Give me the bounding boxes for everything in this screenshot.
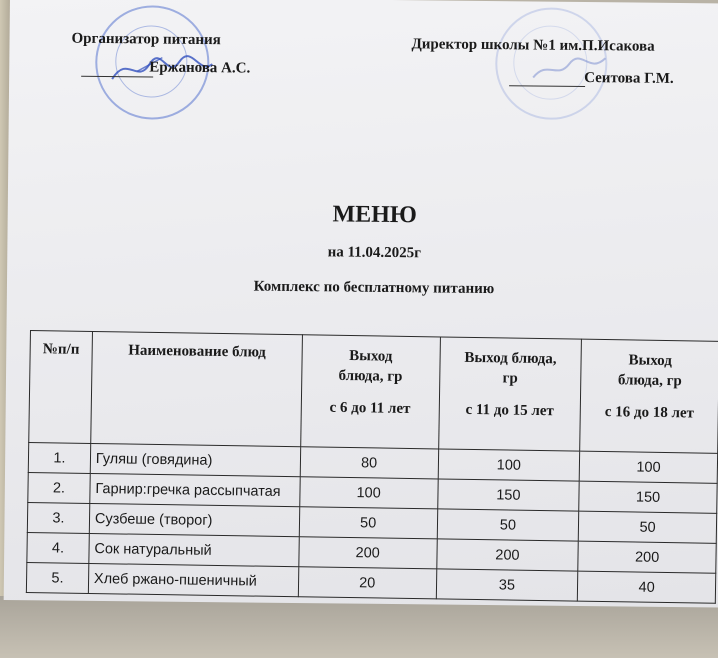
menu-date: на 11.04.2025г xyxy=(327,244,422,262)
column-header-dish: Наименование блюд xyxy=(91,331,303,446)
page-title: МЕНЮ xyxy=(332,201,418,229)
portion-16-18: 100 xyxy=(579,451,717,483)
dish-name: Гуляш (говядина) xyxy=(90,443,300,476)
portion-6-11: 50 xyxy=(299,507,437,539)
portion-11-15: 100 xyxy=(438,449,580,481)
column-header-age-6-11: Выход блюда, гр с 6 до 11 лет xyxy=(301,335,440,449)
director-name: Сеитова Г.М. xyxy=(584,70,674,87)
portion-16-18: 50 xyxy=(579,511,717,543)
portion-16-18: 200 xyxy=(578,541,716,573)
row-number: 2. xyxy=(28,472,90,503)
portion-11-15: 200 xyxy=(436,539,578,571)
portion-11-15: 150 xyxy=(437,479,579,511)
row-number: 5. xyxy=(26,562,88,593)
menu-table xyxy=(26,330,718,604)
director-title: Директор школы №1 им.П.Исакова xyxy=(411,36,655,55)
dish-name: Сузбеше (творог) xyxy=(89,503,299,536)
organizer-title: Организатор питания xyxy=(71,30,221,49)
organizer-name: Ержанова А.С. xyxy=(149,59,251,77)
row-number: 4. xyxy=(27,532,89,563)
portion-11-15: 35 xyxy=(436,569,578,601)
menu-subtitle: Комплекс по бесплатному питанию xyxy=(253,278,495,298)
portion-16-18: 40 xyxy=(578,571,716,603)
portion-6-11: 80 xyxy=(300,447,438,479)
portion-6-11: 200 xyxy=(299,537,437,569)
portion-11-15: 50 xyxy=(437,509,579,541)
portion-16-18: 150 xyxy=(579,481,717,513)
table-header-row xyxy=(29,331,718,454)
row-number: 1. xyxy=(28,442,90,473)
dish-name: Сок натуральный xyxy=(89,533,299,566)
portion-6-11: 100 xyxy=(300,477,438,509)
dish-name: Гарнир:гречка рассыпчатая xyxy=(90,473,300,506)
portion-6-11: 20 xyxy=(298,567,436,599)
column-header-number: №п/п xyxy=(29,331,93,444)
column-header-age-16-18: Выход блюда, гр с 16 до 18 лет xyxy=(580,339,718,453)
column-header-age-11-15: Выход блюда, гр с 11 до 15 лет xyxy=(438,337,581,451)
dish-name: Хлеб ржано-пшеничный xyxy=(88,563,298,596)
row-number: 3. xyxy=(27,502,89,533)
